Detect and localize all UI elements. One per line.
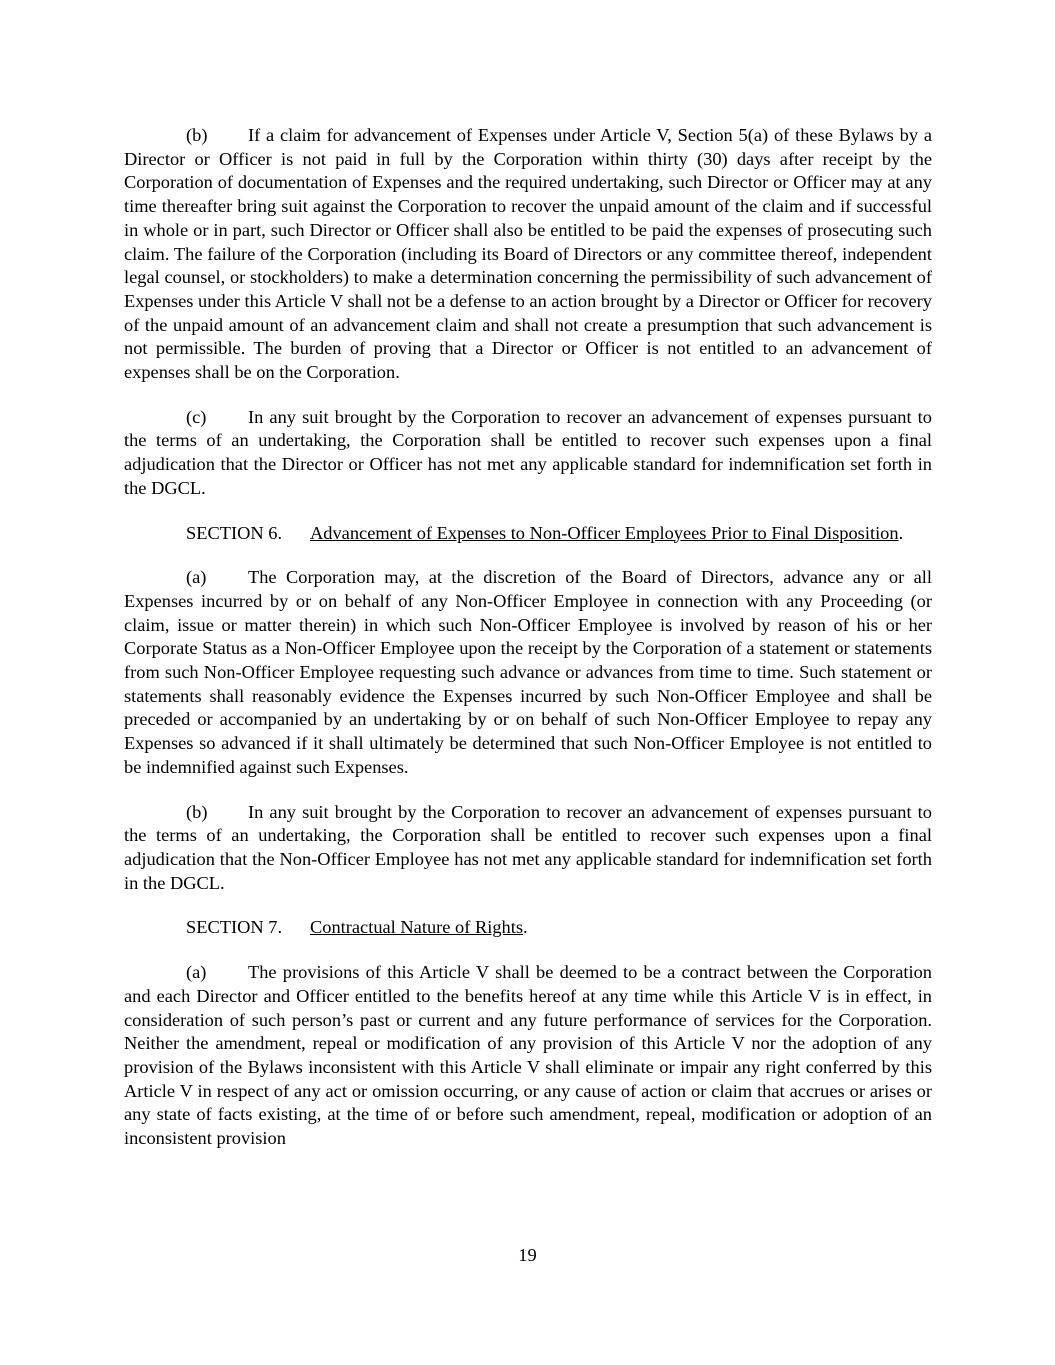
paragraph-label: (b) [186, 125, 208, 145]
paragraph-label: (c) [186, 406, 207, 427]
section-title: Contractual Nature of Rights [310, 917, 523, 938]
paragraph-5c [124, 406, 932, 501]
paragraph-6a [124, 566, 932, 779]
paragraph-label: (b) [186, 801, 208, 822]
paragraph-text: In any suit brought by the Corporation to recover an advancement of expenses pursuant to the terms of an undertaking, the Corporation shall be entitled to recover such expenses upon a final adjudication that the Non-Officer Employee has not met any applicable standard for indemnification set forth in the DGCL. [124, 801, 932, 893]
paragraph-6b [124, 801, 932, 896]
document-page [124, 124, 932, 1172]
section-7-heading [124, 916, 932, 940]
section-6-heading [124, 522, 932, 546]
paragraph-7a [124, 961, 932, 1151]
paragraph-label: (a) [186, 567, 207, 588]
paragraph-text: In any suit brought by the Corporation to recover an advancement of expenses pursuant to the terms of an undertaking, the Corporation shall be entitled to recover such expenses upon a final adjudication that the Director or Officer has not met any applicable standard for indemnification set forth in the DGCL. [124, 406, 932, 498]
section-title-suffix: . [522, 917, 528, 938]
paragraph-text: The Corporation may, at the discretion of the Board of Directors, advance any or all Expenses incurred by or on behalf of any Non-Officer Employee in connection with any Proceeding (or claim, issue or matter therein) in which such Non-Officer Employee is involved by reason of his or her Corporate Status as a Non-Officer Employee upon the receipt by the Corporation of a statement or statements from such Non-Officer Employee requesting such advance or advances from time to time. Such statement or statements shall reasonably evidence the Expenses incurred by such Non-Officer Employee and shall be preceded or accompanied by an undertaking by or on behalf of such Non-Officer Employee to repay any Expenses so advanced if it shall ultimately be determined that such Non-Officer Employee is not entitled to be indemnified against such Expenses. [124, 567, 932, 777]
paragraph-label: (a) [186, 962, 207, 983]
page-number: 19 [518, 1245, 537, 1265]
section-number: SECTION 7. [186, 917, 283, 938]
paragraph-5b [124, 124, 932, 385]
section-title: Advancement of Expenses to Non-Officer Employees Prior to Final Disposition [310, 522, 899, 543]
paragraph-text: If a claim for advancement of Expenses under Article V, Section 5(a) of these Bylaws by a Director or Officer is not paid in full by the Corporation within thirty (30) days after receipt by the Corporation of documentation of Expenses and the required undertaking, such Director or Officer may at any time thereafter bring suit against the Corporation to recover the unpaid amount of the claim and if successful in whole or in part, such Director or Officer shall also be entitled to be paid the expenses of prosecuting such claim. The failure of the Corporation (including its Board of Directors or any committee thereof, independent legal counsel, or stockholders) to make a determination concerning the permissibility of such advancement of Expenses under this Article V shall not be a defense to an action brought by a Director or Officer for recovery of the unpaid amount of an advancement claim and shall not create a presumption that such advancement is not permissible. The burden of proving that a Director or Officer is not entitled to an advancement of expenses shall be on the Corporation. [124, 125, 932, 383]
paragraph-text: The provisions of this Article V shall be deemed to be a contract between the Corporation and each Director and Officer entitled to the benefits hereof at any time while this Article V is in effect, in consideration of such person’s past or current and any future performance of services for the Corporation. Neither the amendment, repeal or modification of any provision of this Article V nor the adoption of any provision of the Bylaws inconsistent with this Article V shall eliminate or impair any right conferred by this Article V in respect of any act or omission occurring, or any cause of action or claim that accrues or arises or any state of facts existing, at the time of or before such amendment, repeal, modification or adoption of an inconsistent provision [124, 962, 932, 1149]
section-number: SECTION 6. [186, 522, 283, 543]
section-title-suffix: . [898, 522, 904, 543]
